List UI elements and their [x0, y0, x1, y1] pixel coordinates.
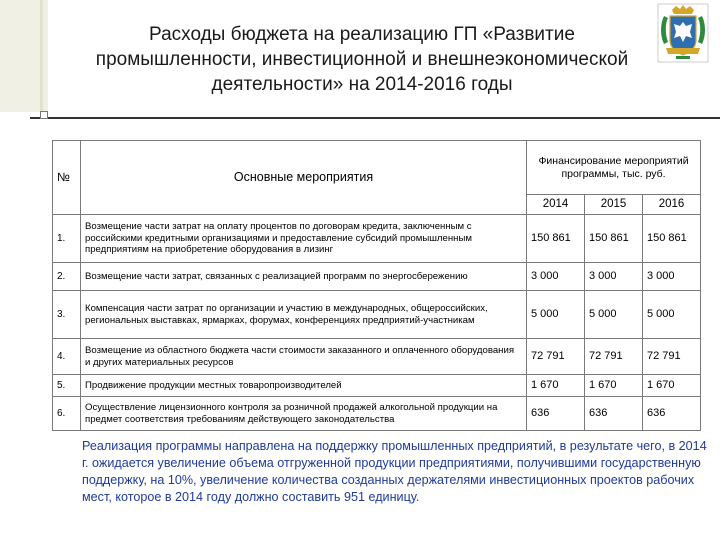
row-number: 6. — [53, 397, 81, 431]
row-value-2015: 3 000 — [585, 263, 643, 291]
header-year-2016: 2016 — [643, 195, 701, 215]
header-year-2015: 2015 — [585, 195, 643, 215]
row-value-2014: 636 — [527, 397, 585, 431]
row-value-2015: 636 — [585, 397, 643, 431]
row-value-2015: 5 000 — [585, 291, 643, 339]
table-row — [53, 263, 701, 291]
budget-table — [52, 140, 701, 431]
row-measure: Продвижение продукции местных товаропроизводителей — [81, 375, 527, 397]
slide-title: Расходы бюджета на реализацию ГП «Развитие промышленности, инвестиционной и внешнеэкономической деятельности» на 2014-2016 годы — [95, 24, 629, 95]
row-measure: Компенсация части затрат по организации и участию в международных, общероссийских, региональных выставках, ярмарках, форумах, конференциях предприятий-участникам — [81, 291, 527, 339]
table-row — [53, 291, 701, 339]
decorative-stripe-line — [40, 0, 43, 112]
row-value-2015: 72 791 — [585, 339, 643, 375]
coat-of-arms-icon — [656, 2, 710, 64]
table-row — [53, 339, 701, 375]
row-value-2016: 5 000 — [643, 291, 701, 339]
row-value-2014: 72 791 — [527, 339, 585, 375]
row-value-2014: 1 670 — [527, 375, 585, 397]
header-number: № — [53, 141, 81, 215]
row-measure: Возмещение части затрат на оплату процентов по договорам кредита, заключенным с российскими кредитными организациями и предоставление субсидий промышленным предприятиям на приобретение оборудования в лизинг — [81, 215, 527, 263]
row-value-2016: 1 670 — [643, 375, 701, 397]
row-value-2014: 150 861 — [527, 215, 585, 263]
row-value-2015: 150 861 — [585, 215, 643, 263]
header-financing: Финансирование мероприятий программы, тыс. руб. — [527, 141, 701, 195]
row-value-2016: 3 000 — [643, 263, 701, 291]
row-value-2016: 150 861 — [643, 215, 701, 263]
row-number: 2. — [53, 263, 81, 291]
row-number: 5. — [53, 375, 81, 397]
row-value-2015: 1 670 — [585, 375, 643, 397]
table-row — [53, 397, 701, 431]
row-measure: Осуществление лицензионного контроля за розничной продажей алкогольной продукции на предмет соответствия требованиям действующего законодательства — [81, 397, 527, 431]
divider-marker — [40, 111, 48, 119]
row-number: 4. — [53, 339, 81, 375]
row-number: 3. — [53, 291, 81, 339]
row-value-2016: 72 791 — [643, 339, 701, 375]
header-year-2014: 2014 — [527, 195, 585, 215]
summary-text: Реализация программы направлена на поддержку промышленных предприятий, в результате чего, в 2014 г. ожидается увеличение объема отгруженной продукции предприятиями, получившими государственную поддержку, на 10%, увеличение количества созданных держателями инвестиционных проектов рабочих мест, которое в 2014 году должно составить 951 единицу. — [82, 439, 707, 504]
row-value-2014: 5 000 — [527, 291, 585, 339]
row-measure: Возмещение из областного бюджета части стоимости заказанного и оплаченного оборудования и других материальных ресурсов — [81, 339, 527, 375]
row-measure: Возмещение части затрат, связанных с реализацией программ по энергосбережению — [81, 263, 527, 291]
header-measures: Основные мероприятия — [81, 141, 527, 215]
row-number: 1. — [53, 215, 81, 263]
table-row — [53, 375, 701, 397]
row-value-2016: 636 — [643, 397, 701, 431]
title-divider — [30, 117, 720, 119]
row-value-2014: 3 000 — [527, 263, 585, 291]
table-row — [53, 215, 701, 263]
